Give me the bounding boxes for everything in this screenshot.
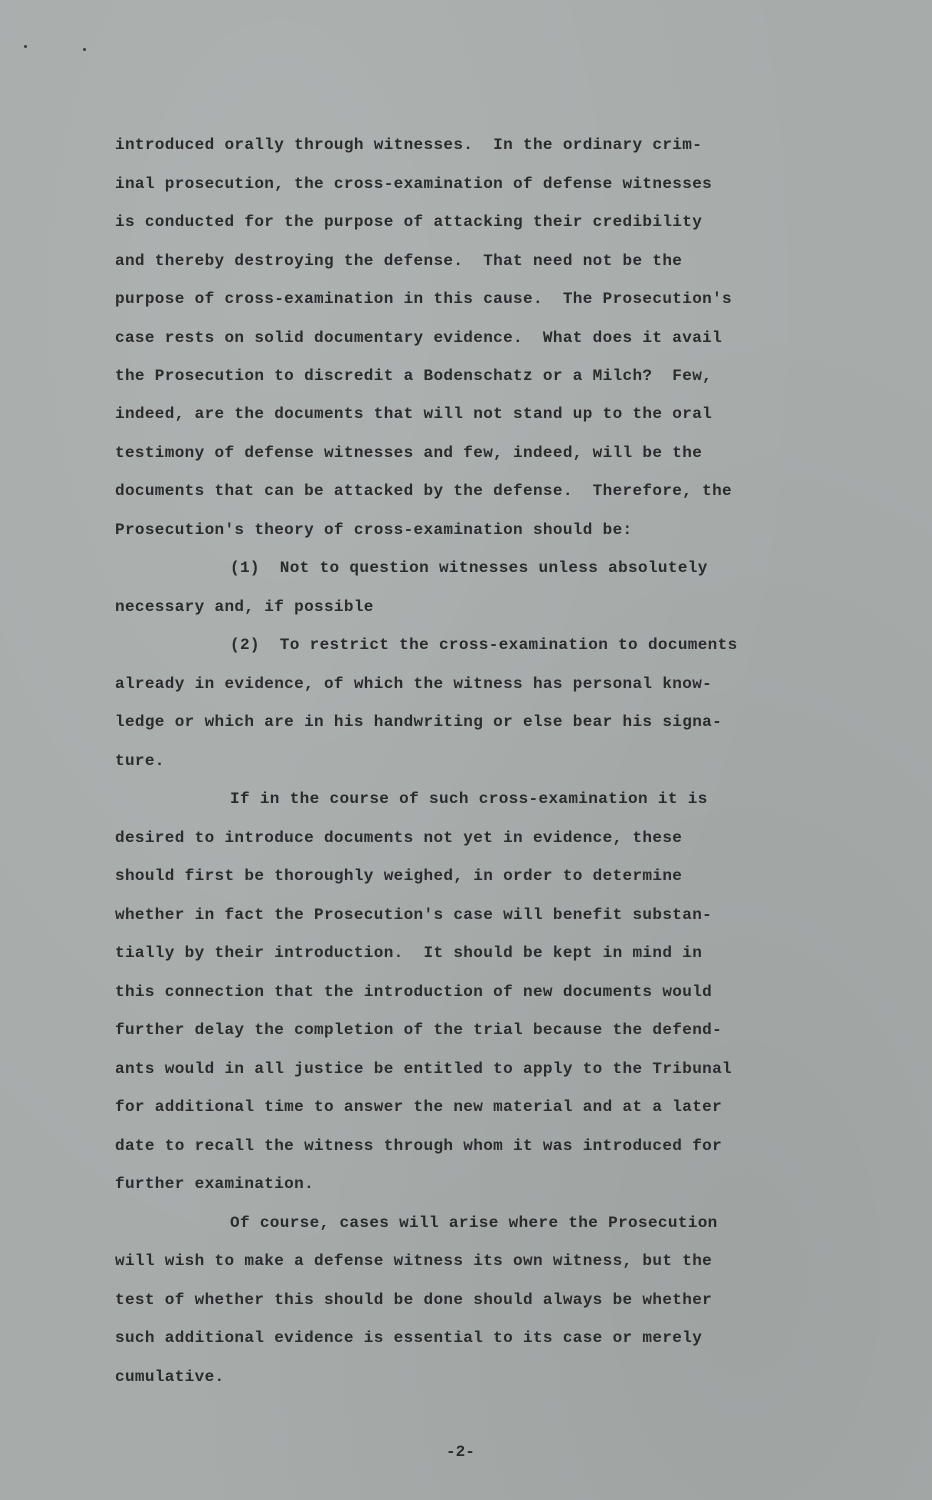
- text-line: such additional evidence is essential to its case or merely: [115, 1329, 703, 1347]
- paragraph-start: Of course, cases will arise where the Prosecution: [230, 1214, 718, 1232]
- text-line: inal prosecution, the cross-examination of defense witnesses: [115, 175, 713, 193]
- text-line: test of whether this should be done should always be whether: [115, 1291, 713, 1309]
- text-line: ants would in all justice be entitled to apply to the Tribunal: [115, 1060, 732, 1078]
- ink-speck: [83, 48, 86, 51]
- text-line: purpose of cross-examination in this cause. The Prosecution's: [115, 290, 732, 308]
- text-line: cumulative.: [115, 1368, 225, 1386]
- text-line: ture.: [115, 752, 165, 770]
- text-line: desired to introduce documents not yet in evidence, these: [115, 829, 683, 847]
- text-line: introduced orally through witnesses. In the ordinary crim-: [115, 136, 703, 154]
- text-line: documents that can be attacked by the defense. Therefore, the: [115, 482, 732, 500]
- text-line: indeed, are the documents that will not stand up to the oral: [115, 405, 713, 423]
- text-line: case rests on solid documentary evidence. What does it avail: [115, 329, 723, 347]
- text-line: is conducted for the purpose of attacking their credibility: [115, 213, 703, 231]
- text-line: date to recall the witness through whom it was introduced for: [115, 1137, 723, 1155]
- page-number: -2-: [446, 1443, 475, 1461]
- list-item-1: (1) Not to question witnesses unless absolutely: [230, 559, 708, 577]
- text-line: whether in fact the Prosecution's case will benefit substan-: [115, 906, 713, 924]
- text-line: should first be thoroughly weighed, in order to determine: [115, 867, 683, 885]
- text-line: already in evidence, of which the witness has personal know-: [115, 675, 713, 693]
- text-line: will wish to make a defense witness its own witness, but the: [115, 1252, 713, 1270]
- text-line: Prosecution's theory of cross-examination should be:: [115, 521, 633, 539]
- list-item-2: (2) To restrict the cross-examination to documents: [230, 636, 738, 654]
- text-line: further delay the completion of the trial because the defend-: [115, 1021, 723, 1039]
- text-line: this connection that the introduction of new documents would: [115, 983, 713, 1001]
- text-line: the Prosecution to discredit a Bodenschatz or a Milch? Few,: [115, 367, 713, 385]
- text-line: and thereby destroying the defense. That need not be the: [115, 252, 683, 270]
- text-line: tially by their introduction. It should be kept in mind in: [115, 944, 703, 962]
- paragraph-start: If in the course of such cross-examination it is: [230, 790, 708, 808]
- text-line: necessary and, if possible: [115, 598, 374, 616]
- text-line: testimony of defense witnesses and few, indeed, will be the: [115, 444, 703, 462]
- text-line: for additional time to answer the new material and at a later: [115, 1098, 723, 1116]
- text-line: further examination.: [115, 1175, 315, 1193]
- ink-speck: [24, 45, 27, 48]
- text-line: ledge or which are in his handwriting or else bear his signa-: [115, 713, 723, 731]
